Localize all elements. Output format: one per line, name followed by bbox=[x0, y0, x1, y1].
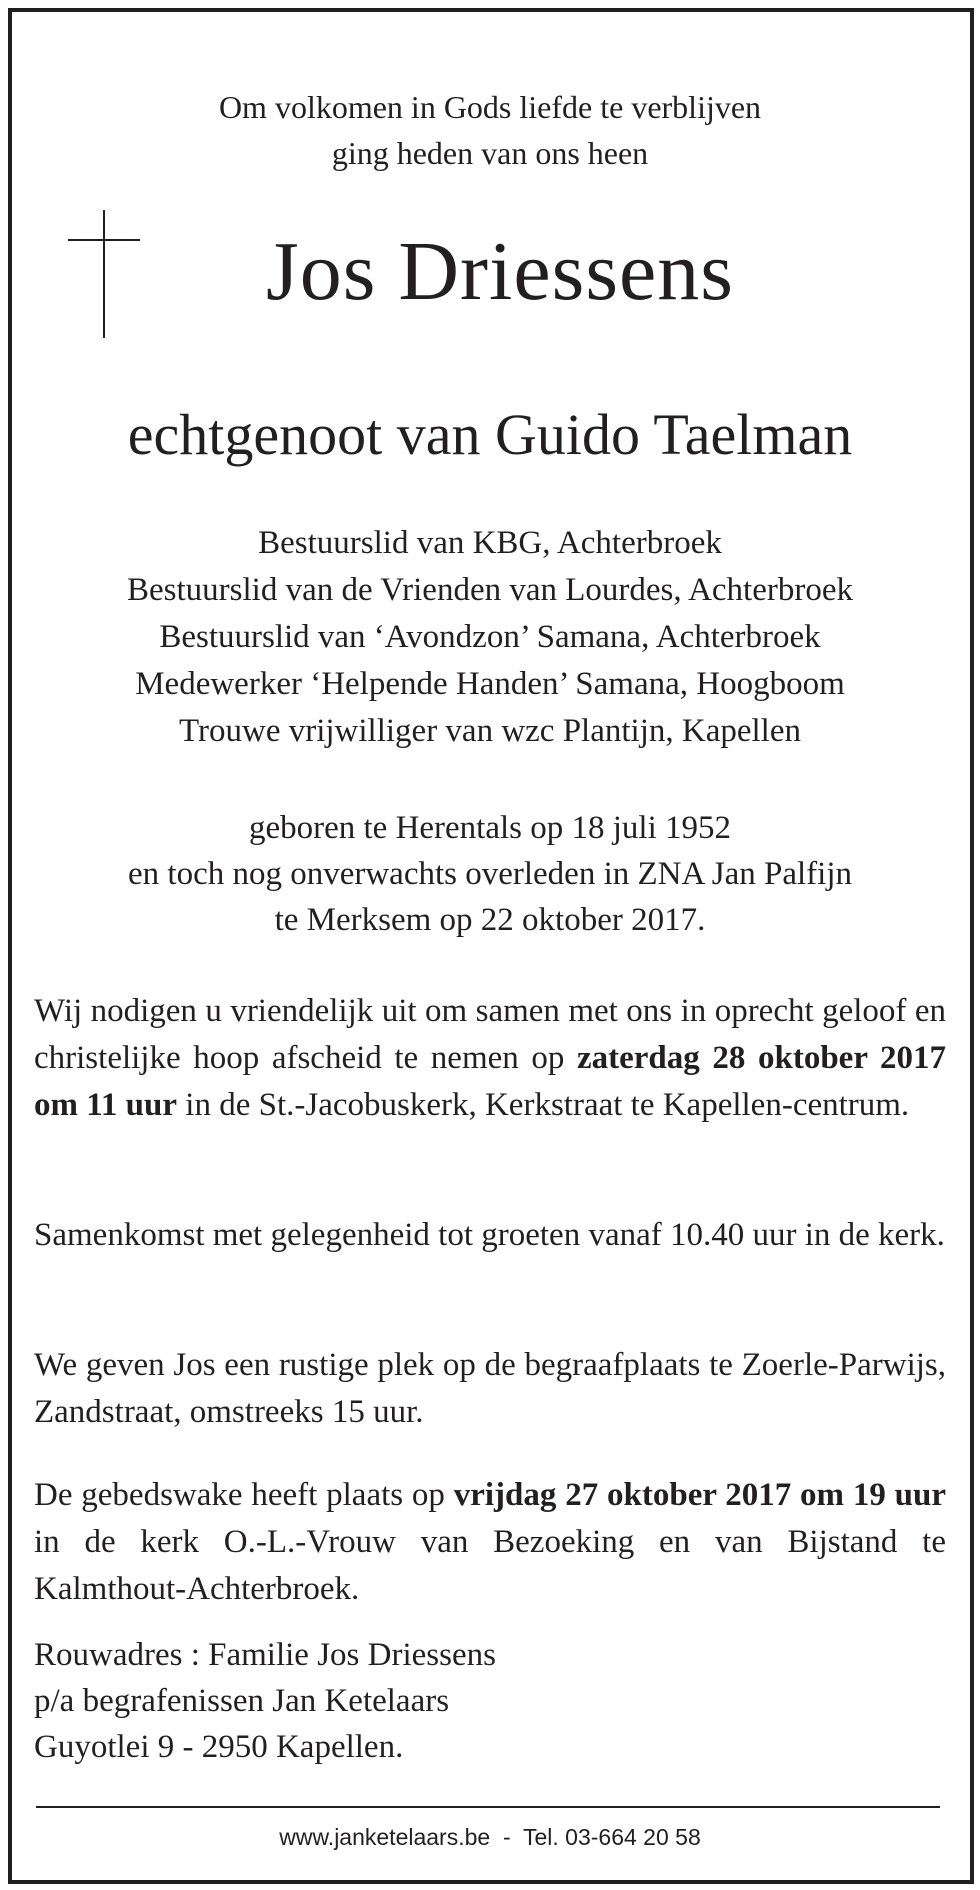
intro-line-1: Om volkomen in Gods liefde te verblijven bbox=[218, 89, 762, 125]
footer-divider bbox=[36, 1806, 940, 1808]
funeral-datetime: zaterdag 28 oktober 2017 om 11 uur bbox=[34, 1040, 946, 1123]
spouse-line: echtgenoot van Guido Taelman bbox=[127, 402, 853, 467]
address-line-3: Guyotlei 9 - 2950 Kapellen. bbox=[34, 1729, 404, 1765]
address-line-2: p/a begrafenissen Jan Ketelaars bbox=[34, 1683, 450, 1719]
wake-paragraph bbox=[34, 1472, 946, 1613]
address-line-1: Rouwadres : Familie Jos Driessens bbox=[34, 1637, 496, 1673]
intro-line-2: ging heden van ons heen bbox=[331, 135, 649, 171]
life-dates bbox=[0, 805, 980, 943]
wake-datetime: vrijdag 27 oktober 2017 om 19 uur bbox=[453, 1477, 946, 1513]
invitation-text-2: in de St.-Jacobuskerk, Kerkstraat te Kapellen-centrum. bbox=[177, 1087, 910, 1123]
invitation-paragraph bbox=[34, 988, 946, 1129]
death-line: en toch nog onverwachts overleden in ZNA Jan Palfijn bbox=[128, 856, 852, 892]
burial-paragraph: We geven Jos een rustige plek op de begraafplaats te Zoerle-Parwijs, Zandstraat, omstreeks 15 uur. bbox=[34, 1347, 946, 1430]
footer-contact: www.janketelaars.be - Tel. 03-664 20 58 bbox=[279, 1824, 701, 1850]
role-item: Bestuurslid van KBG, Achterbroek bbox=[258, 525, 722, 561]
deceased-name: Jos Driessens bbox=[266, 225, 734, 318]
role-item: Medewerker ‘Helpende Handen’ Samana, Hoogboom bbox=[135, 666, 845, 702]
wake-text-2: in de kerk O.-L.-Vrouw van Bezoeking en van Bijstand te Kalmthout-Achterbroek. bbox=[34, 1524, 946, 1607]
gathering-paragraph: Samenkomst met gelegenheid tot groeten vanaf 10.40 uur in de kerk. bbox=[34, 1217, 945, 1253]
wake-text-1: De gebedswake heeft plaats op bbox=[34, 1477, 454, 1513]
invitation-text-1: Wij nodigen u vriendelijk uit om samen met ons in oprecht geloof en christelijke hoop afscheid te nemen op bbox=[34, 993, 946, 1076]
intro-text bbox=[0, 84, 980, 176]
roles-list bbox=[0, 520, 980, 755]
mourning-address bbox=[34, 1632, 934, 1770]
role-item: Bestuurslid van de Vrienden van Lourdes, Achterbroek bbox=[127, 572, 853, 608]
cross-icon bbox=[68, 210, 140, 338]
role-item: Bestuurslid van ‘Avondzon’ Samana, Achterbroek bbox=[159, 619, 821, 655]
role-item: Trouwe vrijwilliger van wzc Plantijn, Kapellen bbox=[179, 713, 801, 749]
death-place-line: te Merksem op 22 oktober 2017. bbox=[274, 902, 706, 938]
birth-line: geboren te Herentals op 18 juli 1952 bbox=[248, 810, 732, 846]
